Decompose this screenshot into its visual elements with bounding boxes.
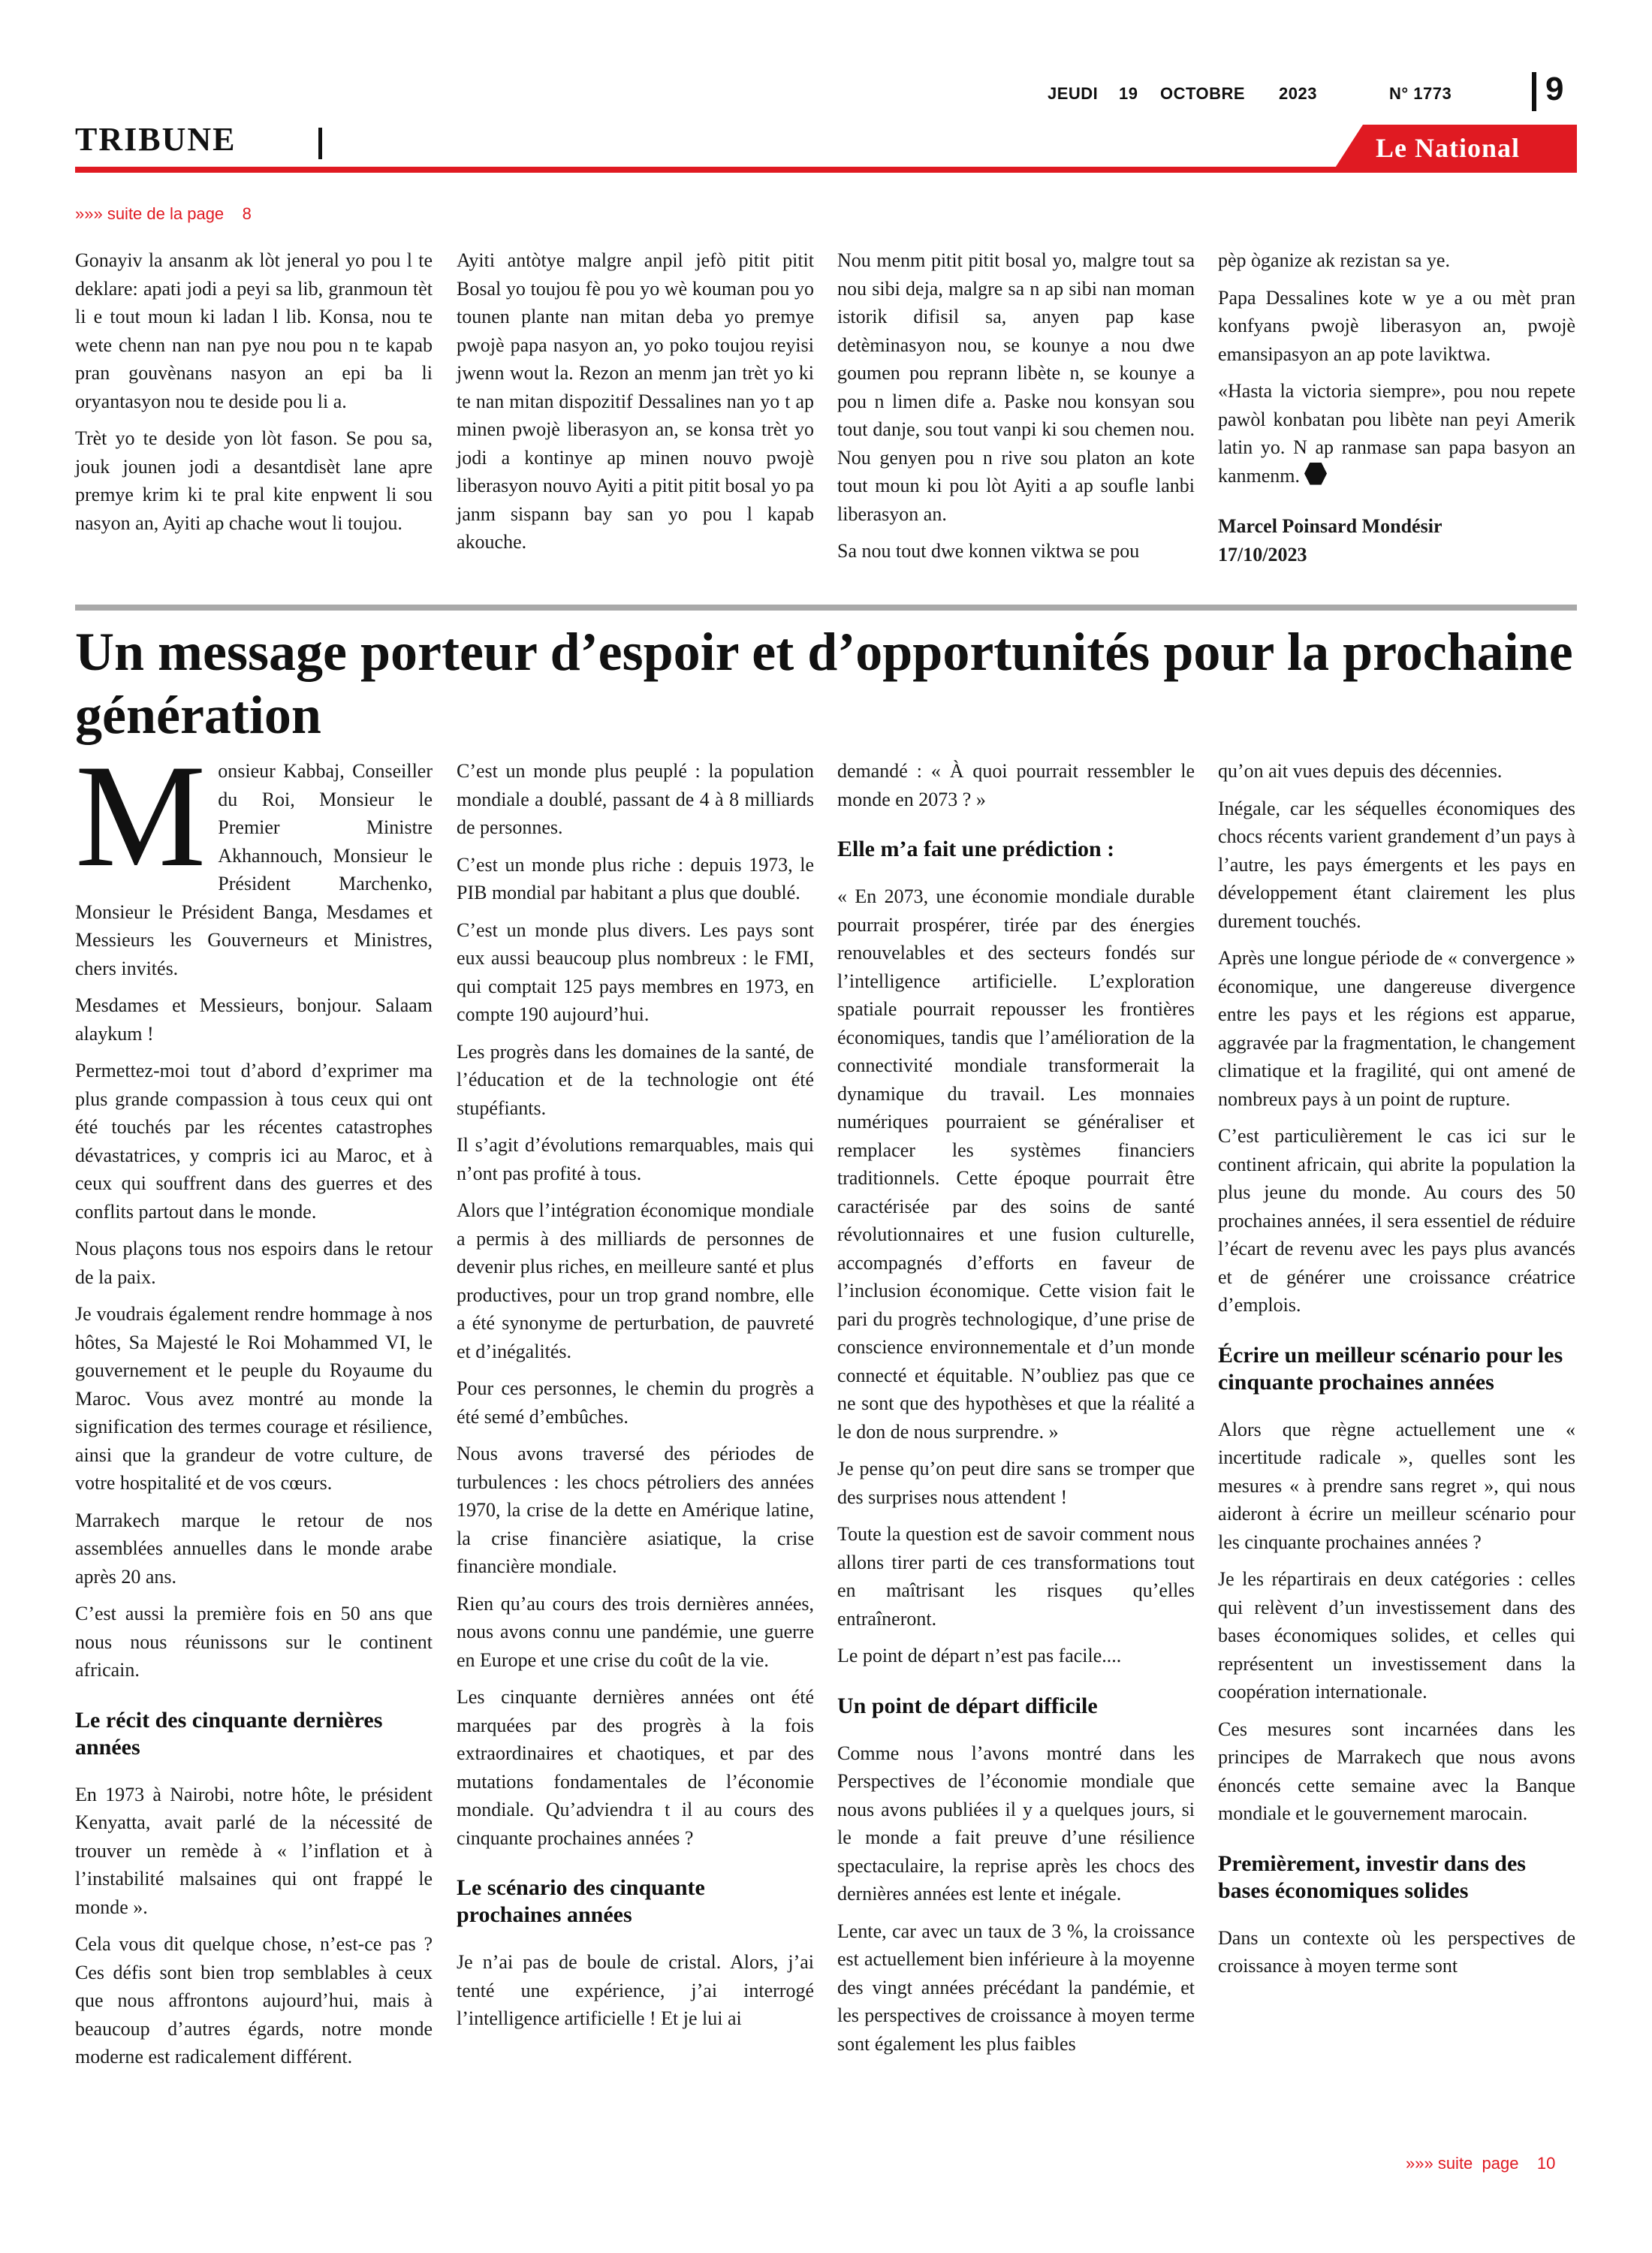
date-number: 19 <box>1119 84 1138 103</box>
paragraph: Toute la question est de savoir comment nous allons tirer parti de ces transformations tout en maîtrisant les risques qu’elles entraîneront. <box>837 1523 1195 1630</box>
date-day: JEUDI <box>1048 84 1099 103</box>
paragraph: C’est un monde plus riche : depuis 1973, le PIB mondial par habitant a plus que doublé. <box>457 853 814 903</box>
paragraph: qu’on ait vues depuis des décennies. <box>1218 760 1503 782</box>
paragraph-text: «Hasta la victoria siempre», pou nou repete pawòl konbatan pou libète nan peyi Amerik latin yo. N ap ranmase san papa basyon an kanmenm. <box>1218 380 1575 487</box>
paragraph: Inégale, car les séquelles économiques des chocs récents varient grandement d’un pays à l’autre, les pays émergents et les pays en développement étant clairement les plus durement touchés. <box>1218 797 1575 932</box>
paragraph: demandé : « À quoi pourrait ressembler le monde en 2073 ? » <box>837 760 1195 810</box>
continued-to-link[interactable]: »»» suite page 10 <box>1406 2154 1556 2173</box>
subheading: Premièrement, investir dans des bases économiques solides <box>1218 1850 1526 1903</box>
subheading: Le scénario des cinquante prochaines années <box>457 1875 705 1927</box>
page-number-divider <box>1532 72 1536 111</box>
paragraph: Sa nou tout dwe konnen viktwa se pou <box>837 540 1140 562</box>
section-title: TRIBUNE <box>75 121 237 158</box>
paragraph: Trèt yo te deside yon lòt fason. Se pou sa, jouk jounen jodi a desantdisèt lane apre premye krim ki te pral kite enpwent li sou nasyon an, Ayiti ap chache wout li toujou. <box>75 427 433 534</box>
paragraph: pèp òganize ak rezistan sa ye. <box>1218 249 1450 271</box>
paragraph: Lente, car avec un taux de 3 %, la croissance est actuellement bien inférieure à la moyenne des vingt années précédant la pandémie, et les perspectives de croissance à moyen terme sont également les plus faibles <box>837 1920 1195 2055</box>
paragraph: Papa Dessalines kote w ye a ou mèt pran konfyans pwojè liberasyon an, pwojè emansipasyon an ap pote laviktwa. <box>1218 286 1575 365</box>
main-article-column-2 <box>457 757 814 2042</box>
section-divider <box>318 128 322 159</box>
paragraph: « En 2073, une économie mondiale durable pourrait prospérer, tirée par des énergies renouvelables et des secteurs fondés sur l’intelligence artificielle. L’exploration spatiale pourrait repousser les frontières économiques, tandis que l’amélioration de la connectivité mondiale transformerait la dynamique du travail. Les monnaies numériques pourraient se généraliser et remplacer les systèmes financiers traditionnels. Cette époque pourrait être caractérisée par des soins de santé révolutionnaires et une fusion culturelle, accompagnés d’efforts en faveur de l’inclusion économique. Cette vision fait le pari du progrès technologique, d’une prise de conscience environnementale et d’un monde connecté et équitable. N’oubliez pas que ce ne sont que des hypothèses et que la réalité a le don de nous surprendre. » <box>837 885 1195 1443</box>
paragraph: Nou menm pitit pitit bosal yo, malgre tout sa nou sibi deja, malgre sa n ap sibi nan moman istorik difisil sa, anyen pap kase detèminasyon nou, se kounye a nou dwe goumen pou reprann libète n, se kounye a pou n limen dife a. Paske nou konsyan sou tout danje, sou tout vanpi ki sou chemen nou. Nou genyen pou n rive sou platon an kote tout moun ki pou lòt Ayiti a ap soufle lanbi liberasyon an. <box>837 249 1195 525</box>
main-article-column-1 <box>75 734 433 2080</box>
paragraph-text: onsieur Kabbaj, Conseiller du Roi, Monsieur le Premier Ministre Akhannouch, Monsieur le Président Marchenko, Monsieur le Président Banga, Mesdames et Messieurs les Gouverneurs et Ministres, chers invités. <box>75 760 433 979</box>
main-article-column-4 <box>1218 757 1575 1989</box>
top-article-column-4 <box>1218 246 1575 569</box>
page-number: 9 <box>1545 71 1564 107</box>
continued-from-link[interactable]: »»» suite de la page 8 <box>75 204 252 223</box>
paragraph: Le point de départ n’est pas facile.... <box>837 1645 1122 1666</box>
paragraph: Ces mesures sont incarnées dans les principes de Marrakech que nous avons énoncés cette semaine avec la Banque mondiale et le gouvernement marocain. <box>1218 1718 1575 1824</box>
paragraph: Il s’agit d’évolutions remarquables, mais qui n’ont pas profité à tous. <box>457 1134 814 1184</box>
author-name: Marcel Poinsard Mondésir <box>1218 515 1442 537</box>
opening-paragraph <box>75 734 433 982</box>
paragraph: Marrakech marque le retour de nos assemblées annuelles dans le monde arabe après 20 ans. <box>75 1509 433 1588</box>
date-year: 2023 <box>1279 84 1317 103</box>
paragraph: Je voudrais également rendre hommage à nos hôtes, Sa Majesté le Roi Mohammed VI, le gouvernement et le peuple du Royaume du Maroc. Vous avez montré au monde la signification des termes courage et résilience, ainsi que la grandeur de votre culture, de votre hospitalité et de vos cœurs. <box>75 1303 433 1494</box>
article-headline: Un message porteur d’espoir et d’opportunités pour la prochaine génération <box>75 622 1573 745</box>
subheading: Le récit des cinquante dernières années <box>75 1707 383 1760</box>
brand-name: Le National <box>1376 133 1521 163</box>
article-separator <box>75 605 1577 611</box>
paragraph: Comme nous l’avons montré dans les Perspectives de l’économie mondiale que nous avons publiées il y a quelques jours, si le monde a fait preuve d’une résilience spectaculaire, la reprise après les chocs des dernières années est lente et inégale. <box>837 1742 1195 1905</box>
paragraph: Je les répartirais en deux catégories : celles qui relèvent d’un investissement dans des bases économiques solides, et celles qui représentent un investissement dans la coopération internationale. <box>1218 1568 1575 1703</box>
paragraph: Mesdames et Messieurs, bonjour. Salaam alaykum ! <box>75 994 433 1045</box>
paragraph: Alors que l’intégration économique mondiale a permis à des milliards de personnes de devenir plus riches, en meilleure santé et plus productives, pour un trop grand nombre, elle a été synonyme de perturbation, de pauvreté et d’inégalités. <box>457 1199 814 1362</box>
paragraph: Alors que règne actuellement une « incertitude radicale », quelles sont les mesures « à prendre sans regret », qui nous aideront à écrire un meilleur scénario pour les cinquante prochaines années ? <box>1218 1418 1575 1553</box>
top-article-column-3 <box>837 246 1195 575</box>
paragraph: C’est un monde plus divers. Les pays sont eux aussi beaucoup plus nombreux : le FMI, qui comptait 125 pays membres en 1973, en compte 190 aujourd’hui. <box>457 918 814 1025</box>
paragraph: C’est particulièrement le cas ici sur le continent africain, qui abrite la population la plus jeune du monde. Au cours des 50 prochaines années, il sera essentiel de réduire l’écart de revenu avec les pays plus avancés et de générer une croissance créatrice d’emplois. <box>1218 1125 1575 1316</box>
paragraph: Rien qu’au cours des trois dernières années, nous avons connu une pandémie, une guerre en Europe et une crise du coût de la vie. <box>457 1592 814 1671</box>
subheading: Elle m’a fait une prédiction : <box>837 837 1115 861</box>
article-date: 17/10/2023 <box>1218 543 1307 566</box>
top-article-column-1 <box>75 246 433 546</box>
paragraph: Ayiti antòtye malgre anpil jefò pitit pitit Bosal yo toujou fè pou yo wè kouman pou yo tounen plante nan mitan deba yo premye pwojè papa nasyon an, yo poko toujou reyisi jwenn wout la. Rezon an menm jan trèt yo ki te nan mitan dispozitif Dessalines nan yo t ap minen pwojè liberasyon an, se konsa trèt yo jodi a kontinye ap minen nouvo pwojè liberasyon nouvo Ayiti a pitit pitit bosal yo pa janm sispann bay san yo pou l kapab akouche. <box>457 249 814 553</box>
paragraph: Dans un contexte où les perspectives de croissance à moyen terme sont <box>1218 1926 1575 1977</box>
paragraph: Gonayiv la ansanm ak lòt jeneral yo pou l te deklare: apati jodi a peyi sa lib, granmoun tèt li e tout moun ki ladan l lib. Konsa, nou te wete chenn nan nan pye nou pou n te kapab pran gouvènans nasyon an epi ba li oryantasyon nou te deside pou li a. <box>75 249 433 412</box>
top-article-column-2 <box>457 246 814 566</box>
paragraph: Après une longue période de « convergence » économique, une dangereuse divergence entre les pays et les régions est apparue, aggravée par la fragmentation, le changement climatique et la fragilité, qui ont amené de nombreux pays à un point de rupture. <box>1218 947 1575 1110</box>
subheading: Écrire un meilleur scénario pour les cinquante prochaines années <box>1218 1342 1563 1395</box>
paragraph: Cela vous dit quelque chose, n’est-ce pas ? Ces défis sont bien trop semblables à ceux que nous affrontons aujourd’hui, mais à beaucoup d’autres égards, notre monde moderne est radicalement différent. <box>75 1933 433 2068</box>
paragraph: Les progrès dans les domaines de la santé, de l’éducation et de la technologie ont été stupéfiants. <box>457 1040 814 1119</box>
subheading: Un point de départ difficile <box>837 1693 1098 1718</box>
article-end-icon <box>1304 463 1327 485</box>
paragraph: C’est aussi la première fois en 50 ans que nous nous réunissons sur le continent africain. <box>75 1603 433 1681</box>
main-article-column-3 <box>837 757 1195 2067</box>
date-month: OCTOBRE <box>1160 84 1246 103</box>
paragraph: En 1973 à Nairobi, notre hôte, le président Kenyatta, avait parlé de la nécessité de trouver un remède à « l’inflation et à l’instabilité malsaines qui ont frappé le monde ». <box>75 1783 433 1918</box>
paragraph: Je n’ai pas de boule de cristal. Alors, j’ai tenté une expérience, j’ai interrogé l’intelligence artificielle ! Et je lui ai <box>457 1951 814 2029</box>
paragraph <box>1218 377 1575 490</box>
paragraph: Permettez-moi tout d’abord d’exprimer ma plus grande compassion à tous ceux qui ont été touchés par les récentes catastrophes dévastatrices, y compris ici au Maroc, et à ceux qui souffrent dans des guerres et des conflits partout dans le monde. <box>75 1060 433 1223</box>
paragraph: Je pense qu’on peut dire sans se tromper que des surprises nous attendent ! <box>837 1458 1195 1508</box>
paragraph: Nous avons traversé des périodes de turbulences : les chocs pétroliers des années 1970, la crise de la dette en Amérique latine, la crise financière asiatique, la crise financière mondiale. <box>457 1443 814 1577</box>
drop-cap: M <box>75 734 206 897</box>
paragraph: Nous plaçons tous nos espoirs dans le retour de la paix. <box>75 1238 433 1288</box>
paragraph: C’est un monde plus peuplé : la population mondiale a doublé, passant de 4 à 8 milliards de personnes. <box>457 760 814 838</box>
issue-number: N° 1773 <box>1389 84 1452 103</box>
paragraph: Les cinquante dernières années ont été marquées par des progrès à la fois extraordinaires et chaotiques, et par des mutations fondamentales de l’économie mondiale. Qu’adviendra t il au cours des cinquante prochaines années ? <box>457 1686 814 1849</box>
paragraph: Pour ces personnes, le chemin du progrès a été semé d’embûches. <box>457 1377 814 1428</box>
